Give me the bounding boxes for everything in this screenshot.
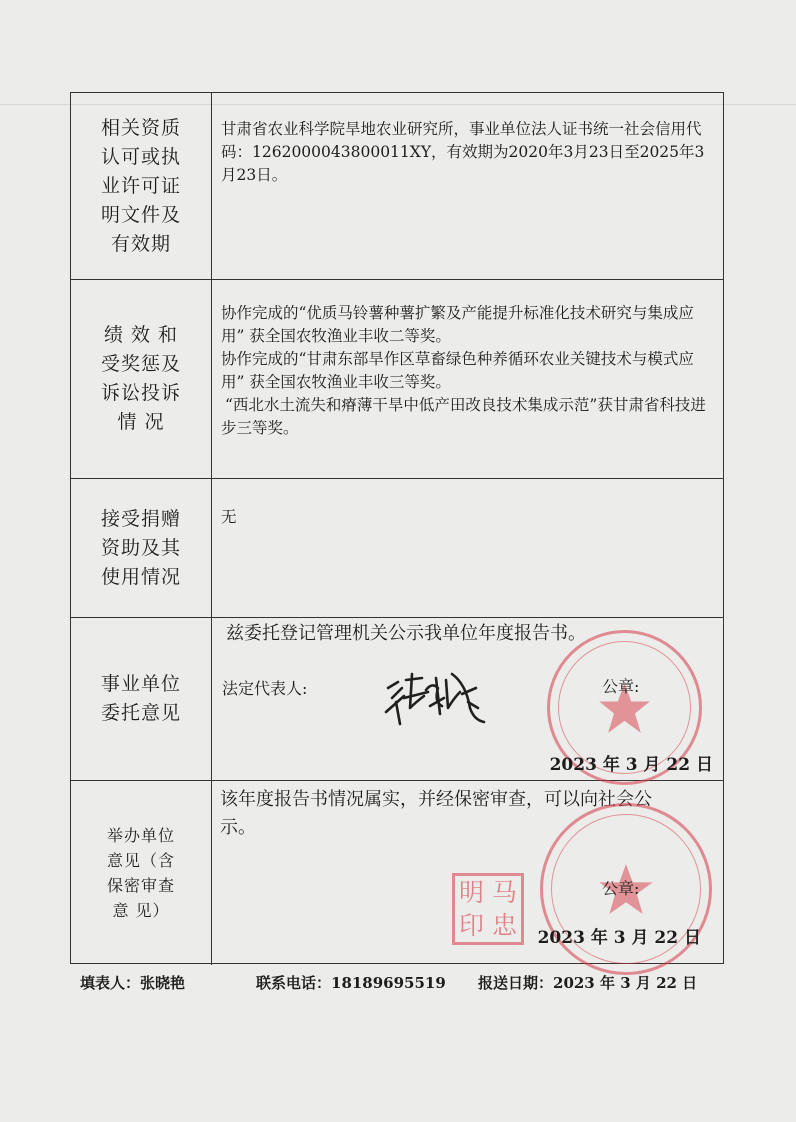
row-label-cell [71,618,212,780]
phone-info: 联系电话：18189695519 [256,974,446,992]
donation-row [71,479,723,618]
row-label-cell [71,93,212,279]
entrust-statement: 兹委托登记管理机关公示我单位年度报告书。 [226,623,586,644]
seal-label: 公章: [602,677,640,696]
donation-text: 无 [221,508,237,526]
row-content-cell [212,479,723,617]
row-content-cell [212,618,723,780]
entrust-row [71,618,723,781]
signature-image [382,658,492,730]
sponsor-row [71,781,723,965]
personal-name-stamp [452,873,524,945]
award-item: 协作完成的“甘肃东部旱作区草畜绿色种养循环农业关键技术与模式应用” 获全国农牧渔业丰收三等奖。 [221,350,694,391]
form-footer [80,972,720,996]
row-label-cell [71,280,212,478]
row-label-cell [71,479,212,617]
entrust-date: 2023 年 3 月 22 日 [549,755,713,775]
legal-rep-label: 法定代表人: [222,679,308,698]
sponsor-statement: 该年度报告书情况属实，并经保密审查，可以向社会公示。 [220,789,652,838]
row-content-cell [212,280,723,478]
sponsor-label: 举办单位 意见（含 保密审查 意 见） [106,826,175,920]
sponsor-date: 2023 年 3 月 22 日 [537,928,701,948]
row-content-cell [212,93,723,279]
stamp-char: 忠 [491,911,517,940]
stamp-char: 马 [491,878,517,907]
award-item: 协作完成的“优质马铃薯种薯扩繁及产能提升标准化技术研究与集成应用” 获全国农牧渔业丰收二等奖。 [221,304,694,345]
donation-label: 接受捐赠 资助及其 使用情况 [100,507,181,588]
awards-row [71,280,723,479]
filler-info: 填表人：张晓艳 [80,974,186,992]
stamp-char: 明 [458,878,484,907]
submit-date: 报送日期：2023 年 3 月 22 日 [478,974,698,992]
qualification-row [71,93,723,280]
annual-report-form [70,92,724,964]
award-item: “西北水土流失和瘠薄干旱中低产田改良技术集成示范”获甘肃省科技进步三等奖。 [221,396,706,437]
qualification-text: 甘肃省农业科学院旱地农业研究所，事业单位法人证书统一社会信用代码：1262000043800011XY，有效期为2020年3月23日至2025年3月23日。 [221,120,705,184]
qualification-label: 相关资质 认可或执 业许可证 明文件及 有效期 [100,116,181,255]
entrust-label: 事业单位 委托意见 [100,673,181,724]
seal-label: 公章: [602,879,640,898]
stamp-char: 印 [458,911,484,940]
row-label-cell [71,781,212,965]
awards-label: 绩 效 和 受奖惩及 诉讼投诉 情 况 [100,324,181,433]
